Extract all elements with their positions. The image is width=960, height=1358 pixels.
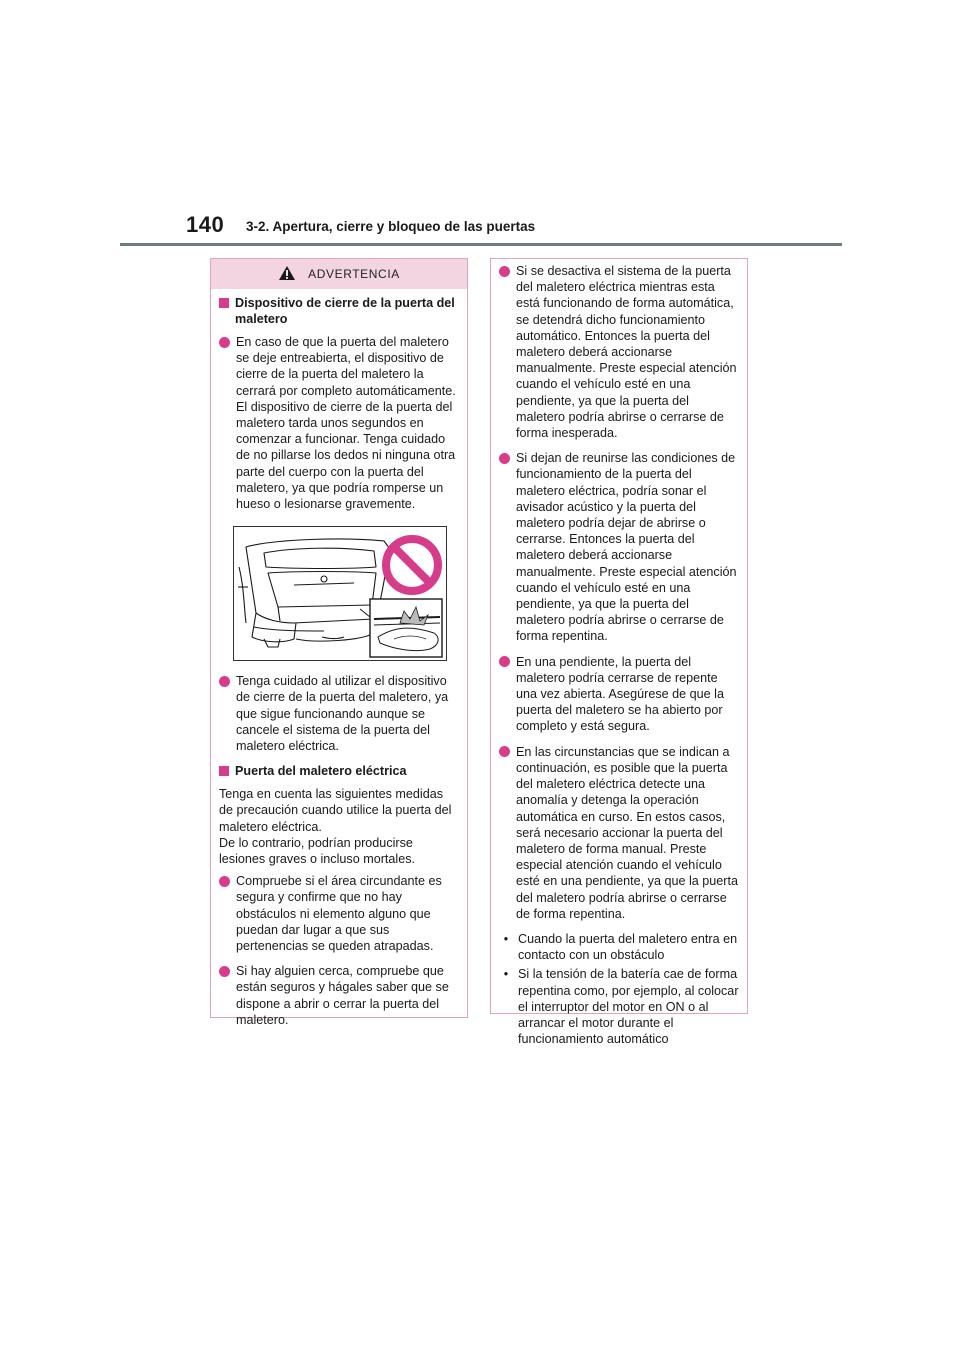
round-bullet-icon	[219, 676, 230, 687]
list-item: Si hay alguien cerca, compruebe que están seguros y hágales saber que se dispone a abrir o cerrar la puerta del maletero.	[219, 963, 459, 1028]
prohibition-icon	[386, 539, 438, 591]
page-number: 140	[186, 212, 225, 237]
round-bullet-icon	[499, 746, 510, 757]
middle-dot-icon: •	[503, 931, 509, 946]
intro-paragraph: Tenga en cuenta las siguientes medidas de precaución cuando utilice la puerta del maletero eléctrica. De lo contrario, podrían producirse lesiones graves o incluso mortales.	[219, 787, 452, 867]
round-bullet-icon	[499, 266, 510, 277]
sub-list-item: • Cuando la puerta del maletero entra en contacto con un obstáculo	[499, 931, 739, 963]
square-bullet-icon	[219, 298, 229, 308]
list-item: En caso de que la puerta del maletero se deje entreabierta, el dispositivo de cierre de la puerta del maletero la cerrará por completo automáticamente. El dispositivo de cierre de la puerta del maletero tarda unos segundos en comenzar a funcionar. Tenga cuidado de no pillarse los dedos ni ninguna otra parte del cuerpo con la puerta del maletero, ya que podría romperse un hueso o lesionarse gravemente.	[219, 334, 459, 512]
warning-header	[211, 259, 467, 289]
list-item: Si se desactiva el sistema de la puerta del maletero eléctrica mientras esta está funcionando de forma automática, se detendrá dicho funcionamiento automático. Entonces la puerta del maletero deberá accionarse manualmente. Preste especial atención cuando el vehículo esté en una pendiente, ya que la puerta del maletero podría abrirse o cerrarse de forma inesperada.	[499, 263, 739, 441]
round-bullet-icon	[219, 966, 230, 977]
warning-title: ADVERTENCIA	[308, 267, 400, 281]
heading-tailgate-closer: Dispositivo de cierre de la puerta del maletero	[219, 295, 459, 327]
warning-box-left	[210, 258, 468, 1027]
heading-power-tailgate: Puerta del maletero eléctrica	[219, 763, 459, 779]
round-bullet-icon	[219, 337, 230, 348]
round-bullet-icon	[219, 876, 230, 887]
list-item: En una pendiente, la puerta del maletero podría cerrarse de repente una vez abierta. Asegúrese de que la puerta del maletero se ha abierto por completo y está segura.	[499, 654, 739, 735]
list-item: Tenga cuidado al utilizar el dispositivo de cierre de la puerta del maletero, ya que sigue funcionando aunque se cancele el sistema de la puerta del maletero eléctrica.	[219, 673, 459, 754]
middle-dot-icon: •	[503, 967, 509, 982]
list-item: Compruebe si el área circundante es segura y confirme que no hay obstáculos ni elemento alguno que puedan dar lugar a que sus pertenencias se queden atrapadas.	[219, 873, 459, 954]
sub-list-item: • Si la tensión de la batería cae de forma repentina como, por ejemplo, al colocar el interruptor del motor en ON o al arrancar el motor durante el funcionamiento automático	[499, 966, 739, 1047]
warning-triangle-icon	[278, 265, 296, 284]
list-item: Si dejan de reunirse las condiciones de funcionamiento de la puerta del maletero eléctrica, podría sonar el avisador acústico y la puerta del maletero podría dejar de abrirse o cerrarse. Entonces la puerta del maletero deberá accionarse manualmente. Preste especial atención cuando el vehículo esté en una pendiente, ya que la puerta del maletero podría abrirse o cerrarse de forma repentina.	[499, 450, 739, 644]
header-rule	[120, 243, 842, 246]
section-title: 3-2. Apertura, cierre y bloqueo de las puertas	[246, 219, 536, 234]
warning-box-right	[490, 258, 748, 1047]
round-bullet-icon	[499, 656, 510, 667]
square-bullet-icon	[219, 766, 229, 776]
tailgate-illustration	[233, 526, 447, 661]
round-bullet-icon	[499, 453, 510, 464]
list-item: En las circunstancias que se indican a continuación, es posible que la puerta del maletero eléctrica detecte una anomalía y detenga la operación automática en curso. En estos casos, será necesario accionar la puerta del maletero de forma manual. Preste especial atención cuando el vehículo esté en una pendiente, ya que la puerta del maletero podría abrirse o cerrarse de forma repentina.	[499, 744, 739, 922]
